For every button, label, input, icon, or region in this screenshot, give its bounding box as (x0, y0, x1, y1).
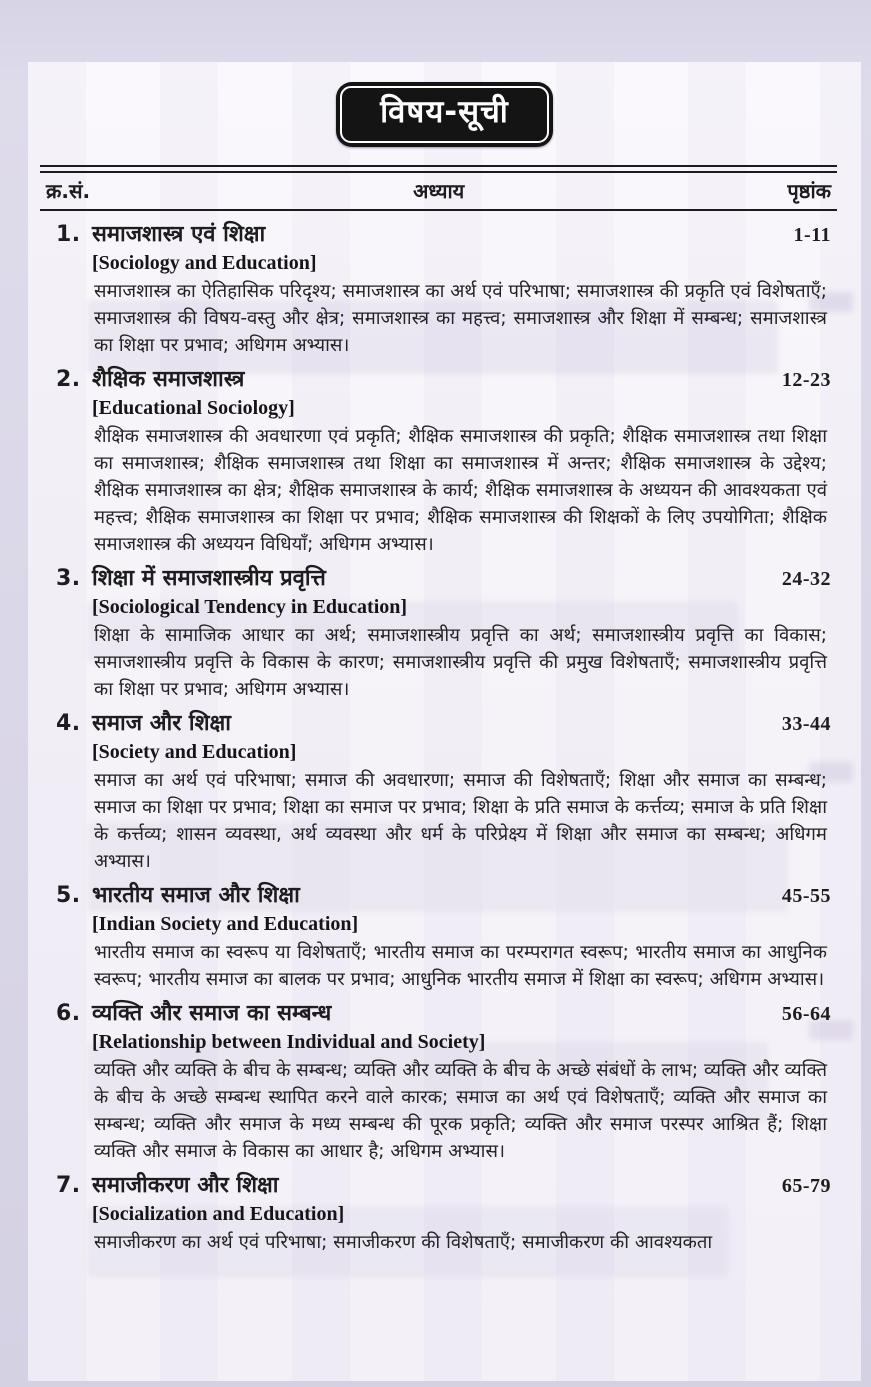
chapter-number: 3. (56, 565, 81, 591)
chapter-page-range: 65-79 (781, 1174, 831, 1197)
chapter-heading-row (56, 882, 831, 910)
chapter-title-english: [Sociology and Education] (92, 251, 317, 274)
chapter-number: 2. (56, 366, 81, 392)
chapter-topics: व्यक्ति और व्यक्ति के बीच के सम्बन्ध; व्यक्ति और व्यक्ति के बीच के अच्छे संबंधों के लाभ; व्यक्ति और व्यक्ति के बीच के अच्छे सम्बन्ध स्थापित करने वाले कारक; समाज का अर्थ एवं विशेषताएँ; व्यक्ति और समाज का सम्बन्ध; व्यक्ति और समाज के मध्य सम्बन्ध की पूरक प्रकृति; व्यक्ति और समाज परस्पर आश्रित हैं; शिक्षा व्यक्ति और समाज के विकास का आधार है; अधिगम अभ्यास। (94, 1059, 827, 1162)
chapter-title-hindi: समाजशास्त्र एवं शिक्षा (92, 221, 266, 247)
chapter-heading-row (56, 1000, 831, 1028)
chapter-title-hindi: शैक्षिक समाजशास्त्र (92, 366, 245, 392)
chapter-heading-row (56, 710, 831, 738)
book-page (28, 62, 861, 1381)
toc-entry (56, 1000, 831, 1165)
chapter-number: 5. (56, 882, 81, 908)
chapter-heading-row (56, 366, 831, 394)
chapter-title-english: [Educational Sociology] (92, 396, 295, 419)
toc-entries (28, 211, 861, 1256)
chapter-title-english: [Relationship between Individual and Society] (92, 1030, 486, 1053)
chapter-page-range: 33-44 (781, 712, 831, 735)
chapter-page-range: 45-55 (781, 884, 831, 907)
chapter-page-range: 12-23 (781, 368, 831, 391)
chapter-heading-row (56, 565, 831, 593)
chapter-topics: समाजीकरण का अर्थ एवं परिभाषा; समाजीकरण की विशेषताएँ; समाजीकरण की आवश्यकता (94, 1231, 713, 1253)
page-title: विषय-सूची (340, 86, 549, 143)
chapter-topics: शैक्षिक समाजशास्त्र की अवधारणा एवं प्रकृति; शैक्षिक समाजशास्त्र की प्रकृति; शैक्षिक समाजशास्त्र तथा शिक्षा का समाजशास्त्र; शैक्षिक समाजशास्त्र तथा शिक्षा का समाजशास्त्र में अन्तर; शैक्षिक समाजशास्त्र के उद्देश्य; शैक्षिक समाजशास्त्र का क्षेत्र; शैक्षिक समाजशास्त्र के कार्य; शैक्षिक समाजशास्त्र के अध्ययन की आवश्यकता एवं महत्त्व; शैक्षिक समाजशास्त्र का शिक्षा पर प्रभाव; शैक्षिक समाजशास्त्र की शिक्षकों के लिए उपयोगिता; शैक्षिक समाजशास्त्र की अध्ययन विधियाँ; अधिगम अभ्यास। (94, 425, 827, 555)
title-badge (336, 82, 553, 147)
chapter-heading-row (56, 1172, 831, 1200)
chapter-number: 4. (56, 710, 81, 736)
chapter-page-range: 24-32 (781, 567, 831, 590)
chapter-title-hindi: समाज और शिक्षा (92, 710, 232, 736)
chapter-title-hindi: व्यक्ति और समाज का सम्बन्ध (92, 1000, 332, 1026)
chapter-number: 1. (56, 221, 81, 247)
chapter-title-hindi: समाजीकरण और शिक्षा (92, 1172, 279, 1198)
chapter-number: 7. (56, 1172, 81, 1198)
chapter-number: 6. (56, 1000, 81, 1026)
chapter-title-english: [Sociological Tendency in Education] (92, 595, 408, 618)
title-badge-container (28, 62, 861, 147)
column-header-chapter: अध्याय (413, 178, 465, 203)
chapter-topics: समाज का अर्थ एवं परिभाषा; समाज की अवधारणा; समाज की विशेषताएँ; शिक्षा और समाज का सम्बन्ध; समाज का शिक्षा पर प्रभाव; शिक्षा का समाज पर प्रभाव; शिक्षा के प्रति समाज के कर्त्तव्य; समाज के प्रति शिक्षा के कर्त्तव्य; शासन व्यवस्था, अर्थ व्यवस्था और धर्म के परिप्रेक्ष्य में शिक्षा और समाज का सम्बन्ध; अधिगम अभ्यास। (94, 769, 827, 872)
chapter-topics: भारतीय समाज का स्वरूप या विशेषताएँ; भारतीय समाज का परम्परागत स्वरूप; भारतीय समाज का आधुनिक स्वरूप; भारतीय समाज का बालक पर प्रभाव; आधुनिक भारतीय समाज में शिक्षा का स्वरूप; अधिगम अभ्यास। (94, 941, 827, 990)
toc-header-row (40, 173, 837, 209)
toc-entry (56, 710, 831, 875)
chapter-page-range: 1-11 (793, 223, 831, 246)
toc-entry (56, 366, 831, 558)
chapter-page-range: 56-64 (781, 1002, 831, 1025)
toc-entry (56, 221, 831, 359)
toc-entry (56, 1172, 831, 1256)
chapter-title-english: [Society and Education] (92, 740, 297, 763)
chapter-title-hindi: शिक्षा में समाजशास्त्रीय प्रवृत्ति (92, 565, 326, 591)
toc-entry (56, 882, 831, 993)
divider (40, 165, 837, 167)
chapter-topics: शिक्षा के सामाजिक आधार का अर्थ; समाजशास्त्रीय प्रवृत्ति का अर्थ; समाजशास्त्रीय प्रवृत्ति का विकास; समाजशास्त्रीय प्रवृत्ति के विकास के कारण; समाजशास्त्रीय प्रवृत्ति की प्रमुख विशेषताएँ; समाजशास्त्रीय प्रवृत्ति का शिक्षा पर प्रभाव; अधिगम अभ्यास। (94, 624, 827, 700)
column-header-serial: क्र.सं. (46, 178, 91, 203)
chapter-topics: समाजशास्त्र का ऐतिहासिक परिदृश्य; समाजशास्त्र का अर्थ एवं परिभाषा; समाजशास्त्र की प्रकृति एवं विशेषताएँ; समाजशास्त्र की विषय-वस्तु और क्षेत्र; समाजशास्त्र का महत्त्व; समाजशास्त्र और शिक्षा में सम्बन्ध; समाजशास्त्र का शिक्षा पर प्रभाव; अधिगम अभ्यास। (94, 280, 827, 356)
chapter-heading-row (56, 221, 831, 249)
column-header-page-number: पृष्ठांक (787, 178, 831, 203)
chapter-title-english: [Socialization and Education] (92, 1202, 345, 1225)
chapter-title-english: [Indian Society and Education] (92, 912, 359, 935)
toc-entry (56, 565, 831, 703)
chapter-title-hindi: भारतीय समाज और शिक्षा (92, 882, 300, 908)
toc-table (40, 165, 837, 211)
